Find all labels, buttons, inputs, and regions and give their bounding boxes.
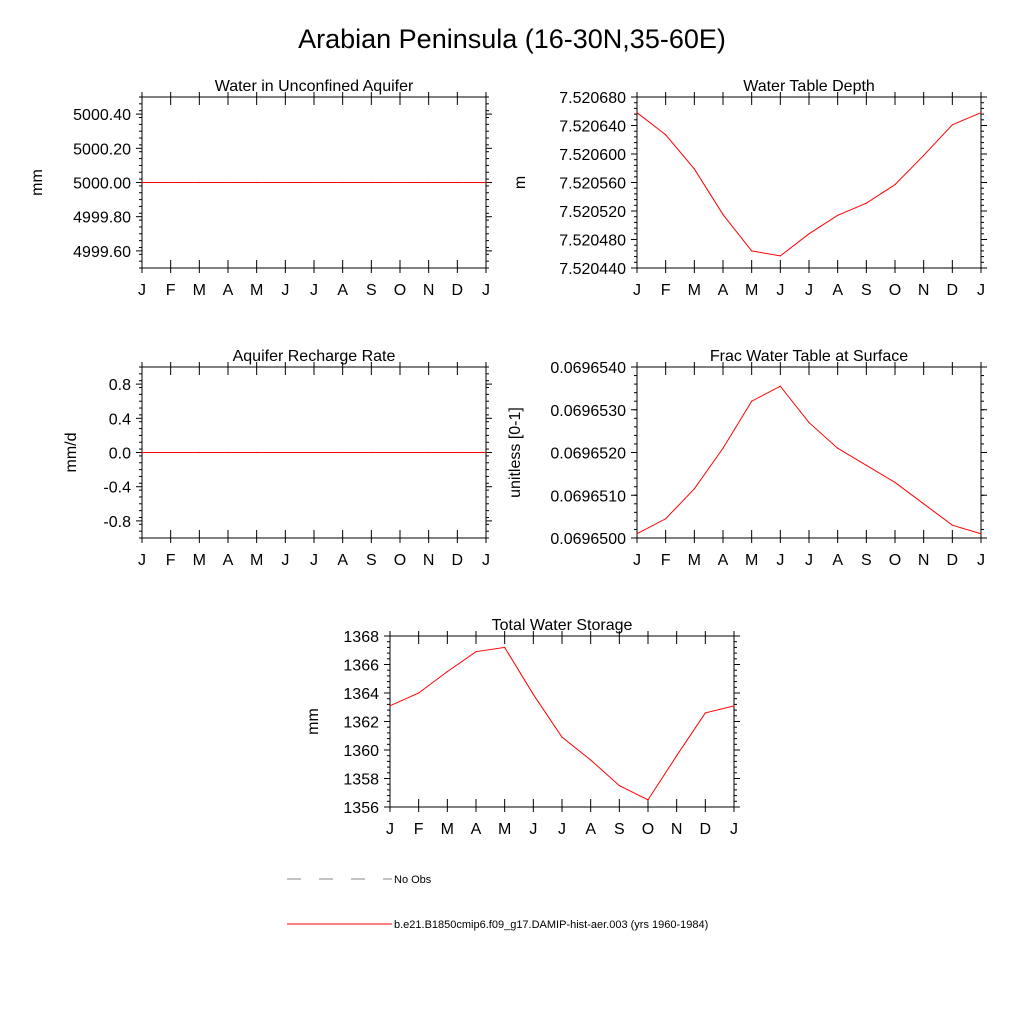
data-point (619, 785, 620, 786)
data-point (342, 182, 343, 183)
x-tick-label: J (776, 282, 785, 299)
x-tick-label: M (745, 282, 759, 299)
data-point (894, 184, 895, 185)
chart-title: Total Water Storage (491, 617, 633, 634)
data-point (694, 168, 695, 169)
data-point (313, 182, 314, 183)
data-point (504, 647, 505, 648)
series-line (637, 386, 981, 533)
x-tick-label: M (687, 282, 701, 299)
data-point (952, 124, 953, 125)
x-tick-label: J (730, 821, 738, 838)
x-tick-label: O (393, 282, 407, 299)
x-tick-label: A (717, 552, 729, 569)
x-tick-label: S (860, 282, 872, 299)
data-point (636, 533, 637, 534)
data-point (170, 182, 171, 183)
x-tick-label: J (310, 282, 318, 299)
data-point (342, 452, 343, 453)
data-point (952, 525, 953, 526)
x-tick-label: O (888, 552, 902, 569)
x-tick-label: A (470, 821, 482, 838)
y-tick-label: 1364 (343, 686, 379, 703)
data-point (170, 452, 171, 453)
x-tick-label: S (613, 821, 625, 838)
y-tick-label: 0.4 (108, 411, 131, 429)
x-tick-label: N (917, 552, 930, 569)
data-point (837, 215, 838, 216)
data-point (808, 422, 809, 423)
chart-title: Aquifer Recharge Rate (232, 348, 396, 365)
x-tick-label: J (310, 552, 318, 569)
data-point (722, 214, 723, 215)
chart-title: Water Table Depth (743, 78, 875, 95)
x-tick-label: J (482, 282, 490, 299)
chart-title: Water in Unconfined Aquifer (214, 78, 414, 95)
data-point (447, 671, 448, 672)
y-tick-label: 1368 (343, 629, 379, 646)
legend-item-1 (287, 874, 432, 886)
data-point (665, 134, 666, 135)
data-point (561, 737, 562, 738)
y-tick-label: 7.520520 (559, 204, 626, 221)
x-tick-label: S (860, 552, 872, 569)
data-point (227, 452, 228, 453)
panel-4 (507, 348, 987, 569)
y-tick-label: 0.0696520 (550, 445, 626, 463)
y-axis-label: m (512, 175, 529, 190)
x-tick-label: O (393, 552, 407, 569)
y-axis-label: mm (29, 169, 46, 196)
x-tick-label: A (337, 552, 349, 569)
x-tick-label: N (422, 552, 435, 569)
panels (29, 78, 987, 838)
x-tick-label: D (699, 821, 712, 838)
x-tick-label: J (529, 821, 538, 838)
plot-frame (390, 636, 734, 807)
x-tick-label: J (138, 552, 146, 569)
x-tick-label: D (451, 282, 464, 299)
y-tick-label: 5000.20 (73, 141, 131, 159)
x-tick-label: J (805, 552, 813, 569)
data-point (751, 250, 752, 251)
series-line (637, 113, 981, 256)
data-point (733, 705, 734, 706)
data-point (676, 755, 677, 756)
data-point (199, 182, 200, 183)
y-tick-label: 0.0696530 (550, 402, 626, 420)
data-point (636, 112, 637, 113)
y-tick-label: 0.0696540 (550, 360, 626, 377)
x-tick-label: A (717, 282, 729, 299)
panel-5 (305, 617, 740, 838)
y-tick-label: 1362 (343, 714, 379, 732)
x-tick-label: J (776, 552, 785, 569)
data-point (227, 182, 228, 183)
data-point (780, 255, 781, 256)
y-tick-label: -0.8 (103, 513, 131, 531)
data-point (256, 182, 257, 183)
panel-2 (512, 78, 987, 299)
x-tick-label: M (687, 552, 701, 569)
data-point (485, 182, 486, 183)
x-tick-label: J (805, 282, 813, 299)
chart-title: Frac Water Table at Surface (709, 348, 909, 365)
legend-item-2 (287, 919, 708, 931)
data-point (399, 182, 400, 183)
x-tick-label: A (222, 282, 234, 299)
y-tick-label: 7.520600 (559, 147, 626, 164)
data-point (866, 465, 867, 466)
data-point (751, 401, 752, 402)
x-tick-label: N (670, 821, 683, 838)
data-point (399, 452, 400, 453)
y-tick-label: 7.520480 (559, 232, 626, 250)
data-point (285, 452, 286, 453)
y-tick-label: 0.0 (108, 445, 131, 463)
data-point (418, 692, 419, 693)
x-tick-label: D (946, 552, 959, 569)
x-tick-label: M (745, 552, 759, 569)
data-point (894, 482, 895, 483)
y-tick-label: 4999.80 (73, 209, 131, 227)
data-point (722, 448, 723, 449)
legend-label: b.e21.B1850cmip6.f09_g17.DAMIP-hist-aer.003 (yrs 1960-1984) (394, 919, 709, 931)
data-point (141, 182, 142, 183)
plot-frame (637, 97, 981, 268)
y-tick-label: 1356 (343, 800, 379, 817)
x-tick-label: J (977, 552, 985, 569)
y-tick-label: 5000.00 (73, 175, 131, 193)
data-point (533, 694, 534, 695)
x-tick-label: F (165, 282, 176, 299)
x-tick-label: F (413, 821, 424, 838)
y-tick-label: 7.520440 (559, 261, 626, 278)
x-tick-label: J (386, 821, 394, 838)
data-point (256, 452, 257, 453)
x-tick-label: S (365, 552, 377, 569)
data-point (866, 203, 867, 204)
x-tick-label: N (917, 282, 930, 299)
x-tick-label: J (977, 282, 985, 299)
data-point (428, 452, 429, 453)
plot-frame (637, 367, 981, 538)
legend (287, 874, 708, 931)
y-tick-label: 7.520560 (559, 175, 626, 193)
x-tick-label: A (222, 552, 234, 569)
data-point (837, 448, 838, 449)
data-point (923, 155, 924, 156)
x-tick-label: F (660, 282, 671, 299)
data-point (808, 233, 809, 234)
data-point (694, 488, 695, 489)
y-tick-label: 1366 (343, 657, 379, 675)
data-point (780, 386, 781, 387)
data-point (475, 651, 476, 652)
x-tick-label: A (337, 282, 349, 299)
data-point (285, 182, 286, 183)
data-point (980, 112, 981, 113)
data-point (647, 799, 648, 800)
panel-1 (29, 78, 492, 299)
x-tick-label: O (888, 282, 902, 299)
data-point (590, 759, 591, 760)
y-tick-label: 1358 (343, 771, 379, 789)
x-tick-label: M (498, 821, 512, 838)
y-tick-label: 1360 (343, 743, 379, 760)
data-point (313, 452, 314, 453)
x-tick-label: M (250, 282, 264, 299)
x-tick-label: M (250, 552, 264, 569)
y-tick-label: -0.4 (103, 479, 131, 497)
y-tick-label: 0.8 (108, 377, 131, 395)
x-tick-label: D (946, 282, 959, 299)
x-tick-label: M (192, 282, 206, 299)
panel-3 (63, 348, 492, 569)
figure-title: Arabian Peninsula (16-30N,35-60E) (298, 24, 726, 54)
data-point (141, 452, 142, 453)
x-tick-label: J (281, 552, 290, 569)
data-point (371, 182, 372, 183)
data-point (428, 182, 429, 183)
x-tick-label: A (832, 282, 844, 299)
data-point (389, 705, 390, 706)
x-tick-label: J (281, 282, 290, 299)
data-point (199, 452, 200, 453)
y-tick-label: 7.520680 (559, 90, 626, 107)
legend-label: No Obs (394, 874, 432, 886)
y-tick-label: 4999.60 (73, 243, 131, 261)
x-tick-label: J (633, 282, 641, 299)
y-axis-label: mm/d (63, 432, 80, 473)
x-tick-label: F (165, 552, 176, 569)
x-tick-label: A (585, 821, 597, 838)
x-tick-label: M (440, 821, 454, 838)
x-tick-label: J (138, 282, 146, 299)
x-tick-label: J (633, 552, 641, 569)
data-point (457, 182, 458, 183)
y-tick-label: 5000.40 (73, 107, 131, 125)
x-tick-label: F (660, 552, 671, 569)
x-tick-label: A (832, 552, 844, 569)
data-point (457, 452, 458, 453)
data-point (705, 712, 706, 713)
y-tick-label: 0.0696500 (550, 531, 626, 548)
x-tick-label: M (192, 552, 206, 569)
x-tick-label: J (558, 821, 566, 838)
y-axis-label: unitless [0-1] (507, 407, 524, 498)
x-tick-label: J (482, 552, 490, 569)
data-point (980, 533, 981, 534)
x-tick-label: D (451, 552, 464, 569)
x-tick-label: O (641, 821, 655, 838)
data-point (665, 518, 666, 519)
data-point (923, 503, 924, 504)
data-point (371, 452, 372, 453)
x-tick-label: N (422, 282, 435, 299)
y-axis-label: mm (305, 708, 322, 735)
x-tick-label: S (365, 282, 377, 299)
y-tick-label: 7.520640 (559, 118, 626, 136)
data-point (485, 452, 486, 453)
series-line (390, 647, 734, 799)
y-tick-label: 0.0696510 (550, 488, 626, 506)
